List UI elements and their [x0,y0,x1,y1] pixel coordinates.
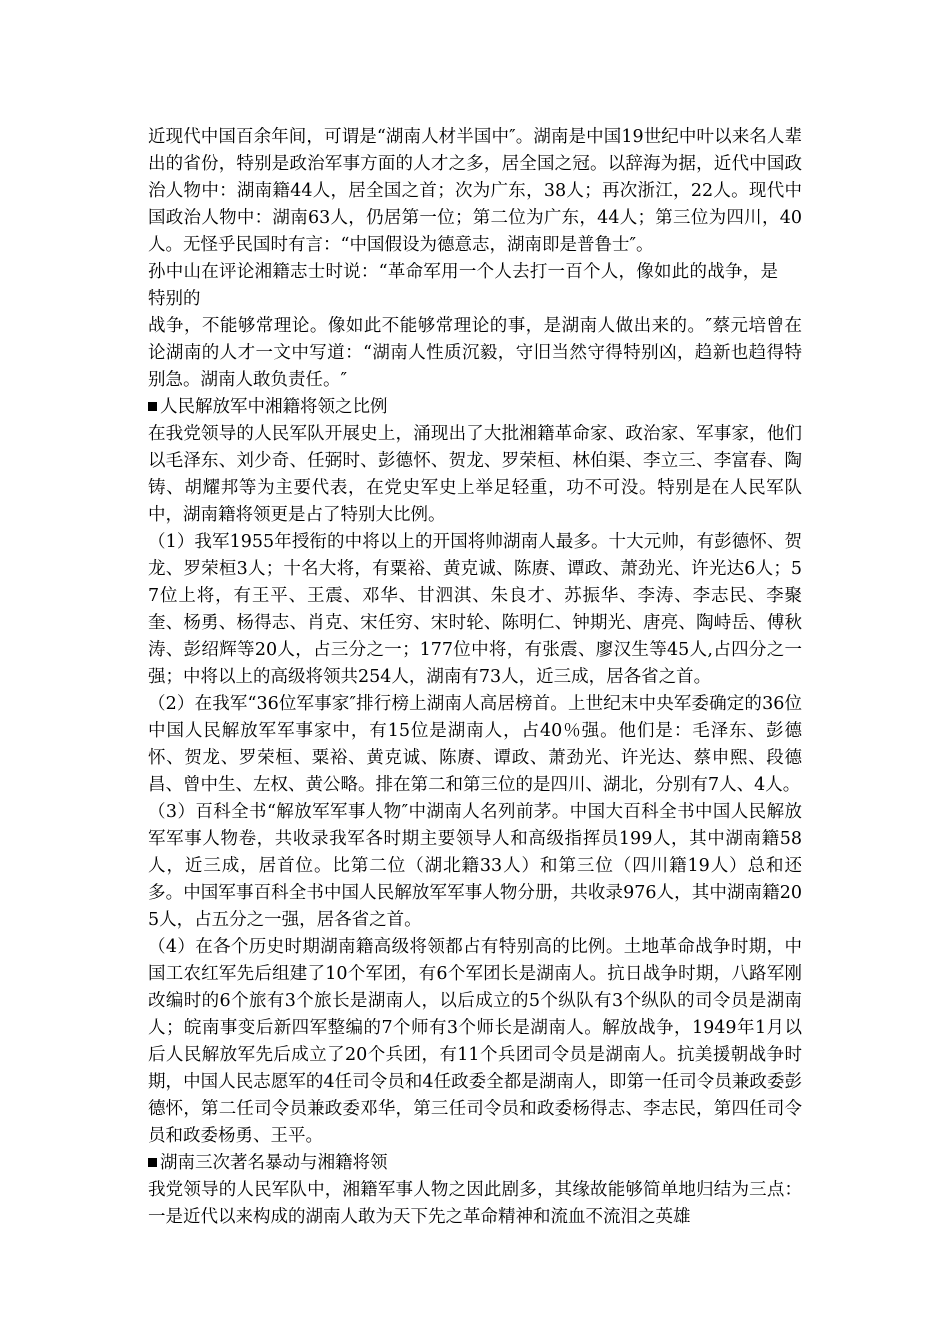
section-heading-ratio [148,394,802,421]
paragraph-cai-yuanpei-quote: 战争，不能够常理论。像如此不能够常理论的事，是湖南人做出来的。″蔡元培曾在论湖南的人才一文中写道：“湖南人性质沉毅，守旧当然守得特别凶，趋新也趋得特别急。湖南人敢负责任。″ [148,316,802,390]
section-heading-ratio-text: 人民解放军中湘籍将领之比例 [160,397,388,417]
paragraph-intro: 近现代中国百余年间，可谓是“湖南人材半国中″。湖南是中国19世纪中叶以来名人辈出的省份，特别是政治军事方面的人才之多，居全国之冠。以辞海为据，近代中国政治人物中：湖南籍44人，居全国之首；次为广东，38人；再次浙江，22人。现代中国政治人物中：湖南63人，仍居第一位；第二位为广东，44人；第三位为四川，40人。无怪乎民国时有言：“中国假设为德意志，湖南即是普鲁士″。 [148,127,802,255]
paragraph-revolutionaries: 在我党领导的人民军队开展史上，涌现出了大批湘籍革命家、政治家、军事家，他们以毛泽东、刘少奇、任弼时、彭德怀、贺龙、罗荣桓、林伯渠、李立三、李富春、陶铸、胡耀邦等为主要代表，在党史军史上举足轻重，功不可没。特别是在人民军队中，湖南籍将领更是占了特别大比例。 [148,424,802,525]
section-heading-uprisings [148,1150,802,1177]
document-page [148,124,802,1231]
square-bullet-icon [148,402,157,411]
paragraph-point-1: （1）我军1955年授衔的中将以上的开国将帅湖南人最多。十大元帅，有彭德怀、贺龙、罗荣桓3人；十名大将，有粟裕、黄克诚、陈赓、谭政、萧劲光、许光达6人；57位上将，有王平、王震、邓华、甘泗淇、朱良才、苏振华、李涛、李志民、李聚奎、杨勇、杨得志、肖克、宋任穷、宋时轮、陈明仁、钟期光、唐亮、陶峙岳、傅秋涛、彭绍辉等20人，占三分之一；177位中将，有张震、廖汉生等45人,占四分之一强；中将以上的高级将领共254人，湖南有73人，近三成，居各省之首。 [148,532,802,687]
paragraph-point-3: （3）百科全书“解放军军事人物″中湖南人名列前茅。中国大百科全书中国人民解放军军事人物卷，共收录我军各时期主要领导人和高级指挥员199人，其中湖南籍58人，近三成，居首位。比第二位（湖北籍33人）和第三位（四川籍19人）总和还多。中国军事百科全书中国人民解放军军事人物分册，共收录976人，其中湖南籍205人，占五分之一强，居各省之首。 [148,802,802,930]
paragraph-point-2: （2）在我军“36位军事家″排行榜上湖南人高居榜首。上世纪末中央军委确定的36位中国人民解放军军事家中，有15位是湖南人，占40％强。他们是：毛泽东、彭德怀、贺龙、罗荣桓、粟裕、黄克诚、陈赓、谭政、萧劲光、许光达、蔡申熙、段德昌、曾中生、左权、黄公略。排在第二和第三位的是四川、湖北，分别有7人、4人。 [148,694,802,795]
section-heading-uprisings-text: 湖南三次著名暴动与湘籍将领 [160,1153,388,1173]
square-bullet-icon [148,1158,157,1167]
paragraph-sun-yat-sen-quote: 孙中山在评论湘籍志士时说：“革命军用一个人去打一百个人，像如此的战争，是特别的 [148,262,778,309]
paragraph-point-4: （4）在各个历史时期湖南籍高级将领都占有特别高的比例。土地革命战争时期，中国工农红军先后组建了10个军团，有6个军团长是湖南人。抗日战争时期，八路军刚改编时的6个旅有3个旅长是湖南人，以后成立的5个纵队有3个纵队的司令员是湖南人；皖南事变后新四军整编的7个师有3个师长是湖南人。解放战争，1949年1月以后人民解放军先后成立了20个兵团，有11个兵团司令员是湖南人。抗美援朝战争时期，中国人民志愿军的4任司令员和4任政委全都是湖南人，即第一任司令员兼政委彭德怀，第二任司令员兼政委邓华，第三任司令员和政委杨得志、李志民，第四任司令员和政委杨勇、王平。 [148,937,802,1146]
paragraph-reasons: 我党领导的人民军队中，湘籍军事人物之因此剧多，其缘故能够简单地归结为三点：一是近代以来构成的湖南人敢为天下先之革命精神和流血不流泪之英雄 [148,1180,802,1227]
